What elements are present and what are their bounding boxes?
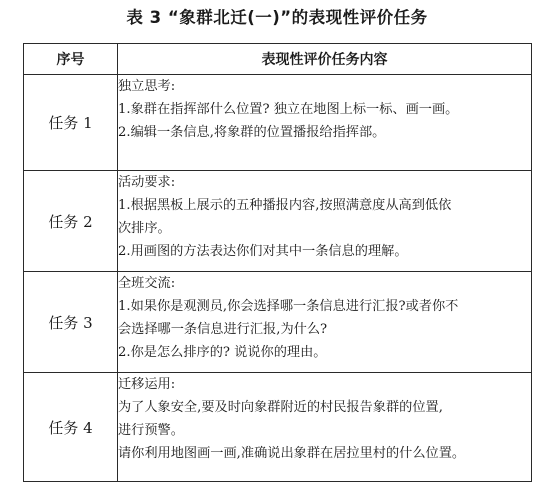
task-content-heading: 活动要求: (118, 175, 176, 190)
task-content-line: 会选择哪一条信息进行汇报,为什么? (118, 322, 328, 337)
task-content-line: 为了人象安全,要及时向象群附近的村民报告象群的位置, (118, 400, 443, 415)
task-number: 任务 4 (24, 373, 118, 482)
task-content (118, 171, 532, 272)
task-content-line: 请你利用地图画一画,准确说出象群在居拉里村的什么位置。 (118, 446, 466, 461)
task-content-line: 1.象群在指挥部什么位置? 独立在地图上标一标、画一画。 (118, 102, 459, 117)
task-content-line: 2.你是怎么排序的? 说说你的理由。 (118, 345, 327, 360)
task-content (118, 272, 532, 373)
task-content-line: 次排序。 (118, 221, 171, 236)
task-number: 任务 2 (24, 171, 118, 272)
table-row (24, 171, 532, 272)
task-content-line: 进行预警。 (118, 423, 184, 438)
task-content-line: 1.根据黑板上展示的五种播报内容,按照满意度从高到低依 (118, 198, 452, 213)
task-content (118, 373, 532, 482)
task-content-line: 1.如果你是观测员,你会选择哪一条信息进行汇报?或者你不 (118, 299, 459, 314)
header-index: 序号 (24, 44, 118, 75)
table-caption: 表 3 “象群北迁(一)”的表现性评价任务 (126, 8, 428, 27)
table-row (24, 373, 532, 482)
table-row (24, 272, 532, 373)
task-number: 任务 1 (24, 75, 118, 171)
task-content-heading: 迁移运用: (118, 377, 176, 392)
task-content-heading: 全班交流: (118, 276, 176, 291)
task-content-line: 2.用画图的方法表达你们对其中一条信息的理解。 (118, 244, 408, 259)
task-content (118, 75, 532, 171)
table-header-row (24, 44, 532, 75)
table-row (24, 75, 532, 171)
evaluation-task-table (23, 43, 532, 482)
task-number: 任务 3 (24, 272, 118, 373)
task-content-heading: 独立思考: (118, 79, 176, 94)
header-content: 表现性评价任务内容 (118, 44, 532, 75)
task-content-line: 2.编辑一条信息,将象群的位置播报给指挥部。 (118, 125, 386, 140)
